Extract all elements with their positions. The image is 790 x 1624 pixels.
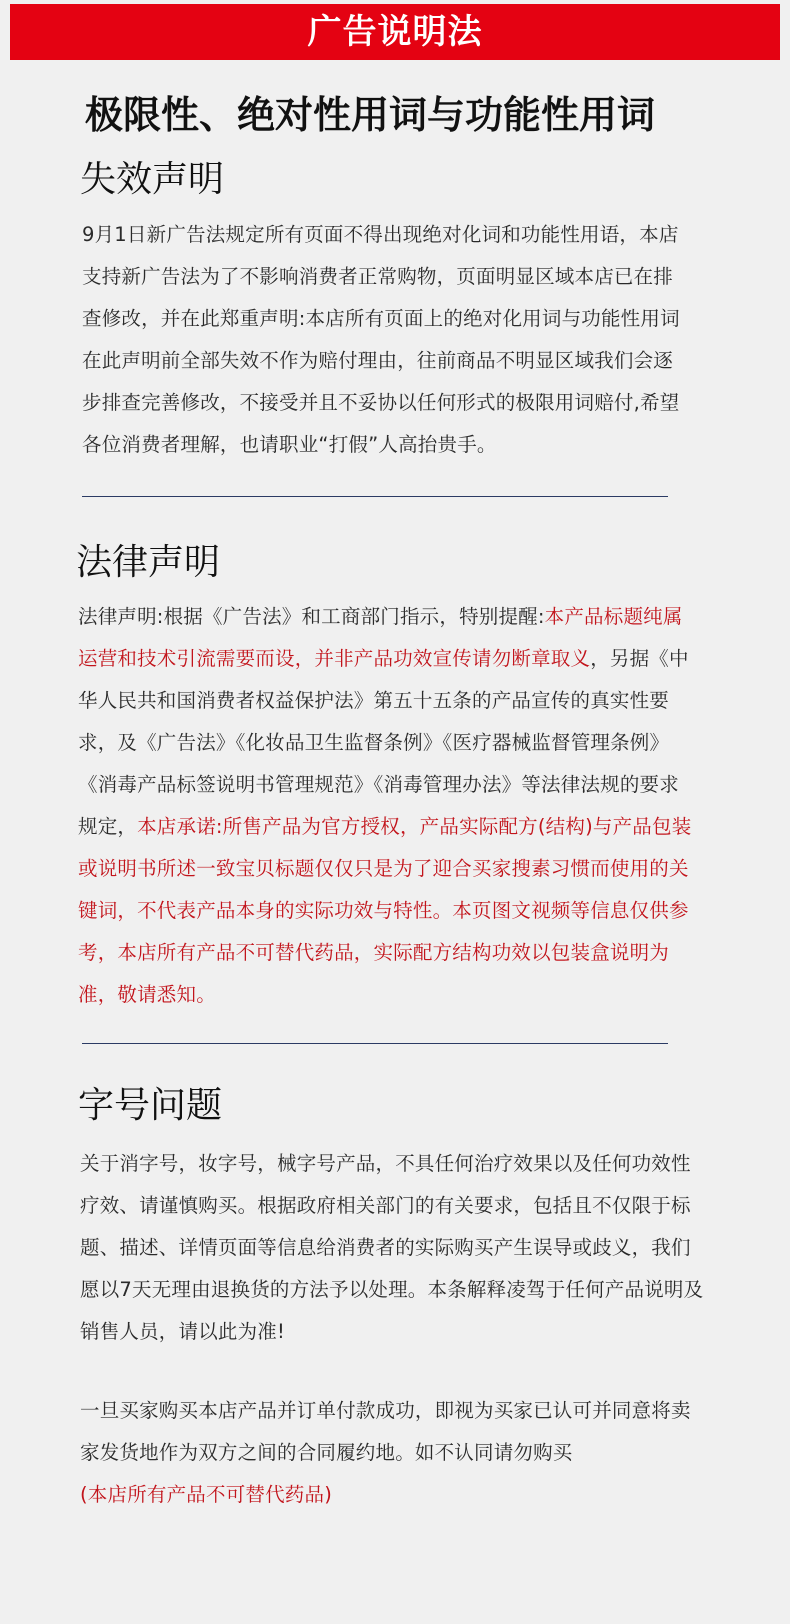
divider-1 (82, 496, 668, 497)
legal-text-2: ，另据《中华人民共和国消费者权益保护法》第五十五条的产品宣传的真实性要求，及《广告法》《化妆品卫生监督条例》《医疗器械监督管理条例》《消毒产品标签说明书管理规范》《消毒管理办法》等法律法规的要求规定， (78, 647, 689, 838)
divider-2 (82, 1043, 668, 1044)
banner-title: 广告说明法 (307, 12, 483, 52)
purchase-note-text: 一旦买家购买本店产品并订单付款成功，即视为买家已认可并同意将卖家发货地作为双方之间的合同履约地。如不认同请勿购买 (80, 1399, 691, 1464)
main-title: 极限性、绝对性用词与功能性用词 (85, 93, 656, 137)
legal-text-red-1: 本产品标题纯属运营和技术引流需要而设，并非产品功效宣传请勿断章取义 (78, 605, 683, 670)
header-banner (10, 4, 780, 60)
invalidation-paragraph: 9月1日新广告法规定所有页面不得出现绝对化词和功能性用语，本店支持新广告法为了不影响消费者正常购物，页面明显区域本店已在排查修改，并在此郑重声明:本店所有页面上的绝对化用词与功能性用词在此声明前全部失效不作为赔付理由，往前商品不明显区域我们会逐步排查完善修改，不接受并且不妥协以任何形式的极限用词赔付,希望各位消费者理解，也请职业“打假”人高抬贵手。 (82, 223, 680, 456)
legal-text-1: 法律声明:根据《广告法》和工商部门指示，特别提醒: (78, 605, 545, 628)
section-title-invalidation: 失效声明 (80, 159, 225, 200)
section-title-legal: 法律声明 (76, 542, 221, 583)
license-paragraph: 关于消字号，妆字号，械字号产品，不具任何治疗效果以及任何功效性疗效、请谨慎购买。根据政府相关部门的有关要求，包括且不仅限于标题、描述、详情页面等信息给消费者的实际购买产生误导或歧义，我们愿以7天无理由退换货的方法予以处理。本条解释凌驾于任何产品说明及销售人员，请以此为准! (80, 1152, 704, 1343)
legal-text-red-2: 本店承诺:所售产品为官方授权，产品实际配方(结构)与产品包装或说明书所述一致宝贝标题仅仅只是为了迎合买家搜素习惯而使用的关键词，不代表产品本身的实际功效与特性。本页图文视频等信息仅供参考，本店所有产品不可替代药品，实际配方结构功效以包装盒说明为准，敬请悉知。 (78, 815, 692, 1006)
section-title-license: 字号问题 (78, 1085, 223, 1126)
purchase-note-red: (本店所有产品不可替代药品) (80, 1483, 333, 1506)
purchase-note (80, 1390, 704, 1516)
legal-paragraph (78, 596, 694, 1016)
